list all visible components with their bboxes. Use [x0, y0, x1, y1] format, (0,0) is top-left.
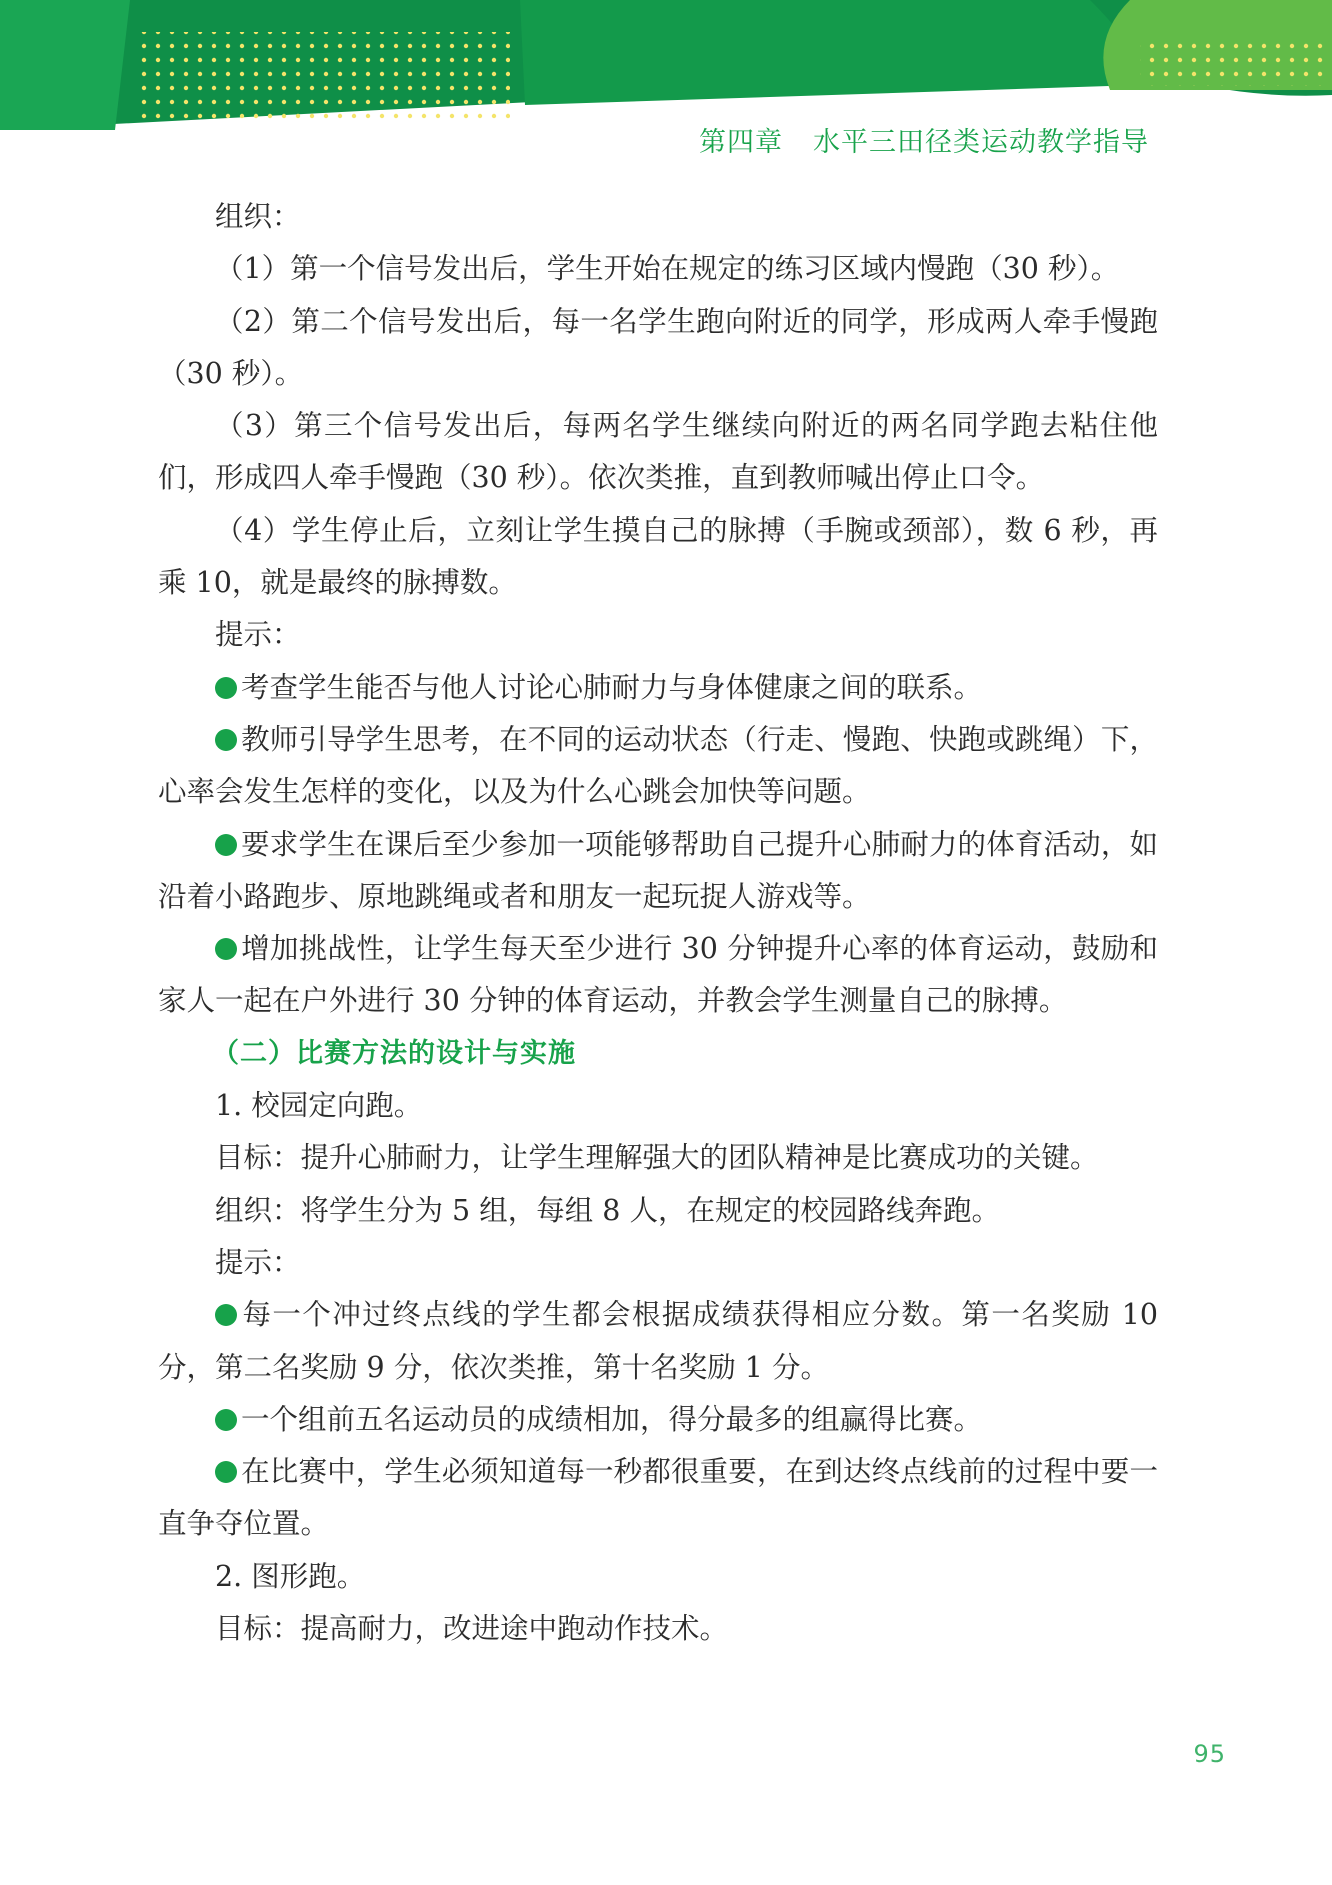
body-text: [158, 191, 1158, 1655]
paragraph-text: 目标：提升心肺耐力，让学生理解强大的团队精神是比赛成功的关键。: [215, 1141, 1099, 1175]
paragraph: [158, 191, 1158, 243]
paragraph: [158, 1132, 1158, 1184]
paragraph-text: 教师引导学生思考，在不同的运动状态（行走、慢跑、快跑或跳绳）下，心率会发生怎样的变化，以及为什么心跳会加快等问题。: [158, 722, 1158, 809]
paragraph-text: （1）第一个信号发出后，学生开始在规定的练习区域内慢跑（30 秒）。: [215, 252, 1120, 286]
paragraph-text: 考查学生能否与他人讨论心肺耐力与身体健康之间的联系。: [241, 670, 983, 704]
bullet-paragraph: [158, 714, 1158, 819]
paragraph: [158, 505, 1158, 610]
paragraph-text: （2）第二个信号发出后，每一名学生跑向附近的同学，形成两人牵手慢跑（30 秒）。: [158, 304, 1158, 390]
paragraph-text: 增加挑战性，让学生每天至少进行 30 分钟提升心率的体育运动，鼓励和家人一起在户外进行 30 分钟的体育运动，并教会学生测量自己的脉搏。: [158, 932, 1158, 1018]
bullet-dot-icon: [215, 1304, 237, 1326]
paragraph-text: 2. 图形跑。: [215, 1559, 366, 1593]
chapter-title: 水平三田径类运动教学指导: [813, 127, 1149, 158]
paragraph-text: 组织：将学生分为 5 组，每组 8 人，在规定的校园路线奔跑。: [215, 1193, 1001, 1227]
paragraph-text: 在比赛中，学生必须知道每一秒都很重要，在到达终点线前的过程中要一直争夺位置。: [158, 1455, 1158, 1541]
page-number: 95: [1193, 1740, 1226, 1768]
bullet-paragraph: [158, 1289, 1158, 1394]
bullet-dot-icon: [215, 938, 237, 960]
paragraph-text: 一个组前五名运动员的成绩相加，得分最多的组赢得比赛。: [241, 1402, 983, 1436]
bullet-paragraph: [158, 1394, 1158, 1446]
bullet-dot-icon: [215, 677, 237, 699]
paragraph-text: （4）学生停止后，立刻让学生摸自己的脉搏（手腕或颈部），数 6 秒，再乘 10，就是最终的脉搏数。: [158, 513, 1158, 600]
paragraph: [158, 1603, 1158, 1655]
paragraph-text: 提示：: [215, 618, 301, 652]
paragraph: [158, 1237, 1158, 1289]
paragraph: [158, 1551, 1158, 1603]
paragraph-text: 目标：提高耐力，改进途中跑动作技术。: [215, 1612, 729, 1646]
paragraph-text: 每一个冲过终点线的学生都会根据成绩获得相应分数。第一名奖励 10 分，第二名奖励 9 分，依次类推，第十名奖励 1 分。: [158, 1298, 1158, 1384]
bullet-paragraph: [158, 923, 1158, 1028]
section-heading: [158, 1028, 1158, 1080]
paragraph: [158, 243, 1158, 295]
bullet-paragraph: [158, 1446, 1158, 1551]
paragraph-text: （3）第三个信号发出后，每两名学生继续向附近的两名同学跑去粘住他们，形成四人牵手慢跑（30 秒）。依次类推，直到教师喊出停止口令。: [158, 409, 1158, 495]
header-banner: [0, 0, 1332, 135]
paragraph-text: 组织：: [215, 200, 301, 233]
paragraph-text: 1. 校园定向跑。: [215, 1089, 423, 1123]
chapter-header: [699, 120, 1149, 159]
paragraph: [158, 1185, 1158, 1237]
bullet-paragraph: [158, 819, 1158, 924]
bullet-dot-icon: [215, 1409, 237, 1431]
bullet-paragraph: [158, 662, 1158, 714]
bullet-dot-icon: [215, 729, 237, 751]
paragraph-text: （二）比赛方法的设计与实施: [212, 1037, 576, 1069]
paragraph: [158, 609, 1158, 661]
paragraph-text: 要求学生在课后至少参加一项能够帮助自己提升心肺耐力的体育活动，如沿着小路跑步、原地跳绳或者和朋友一起玩捉人游戏等。: [158, 827, 1158, 913]
paragraph: [158, 400, 1158, 505]
bullet-dot-icon: [215, 834, 237, 856]
chapter-number: 第四章: [699, 127, 783, 158]
paragraph: [158, 1080, 1158, 1132]
paragraph: [158, 296, 1158, 401]
bullet-dot-icon: [215, 1461, 237, 1483]
paragraph-text: 提示：: [215, 1245, 301, 1279]
